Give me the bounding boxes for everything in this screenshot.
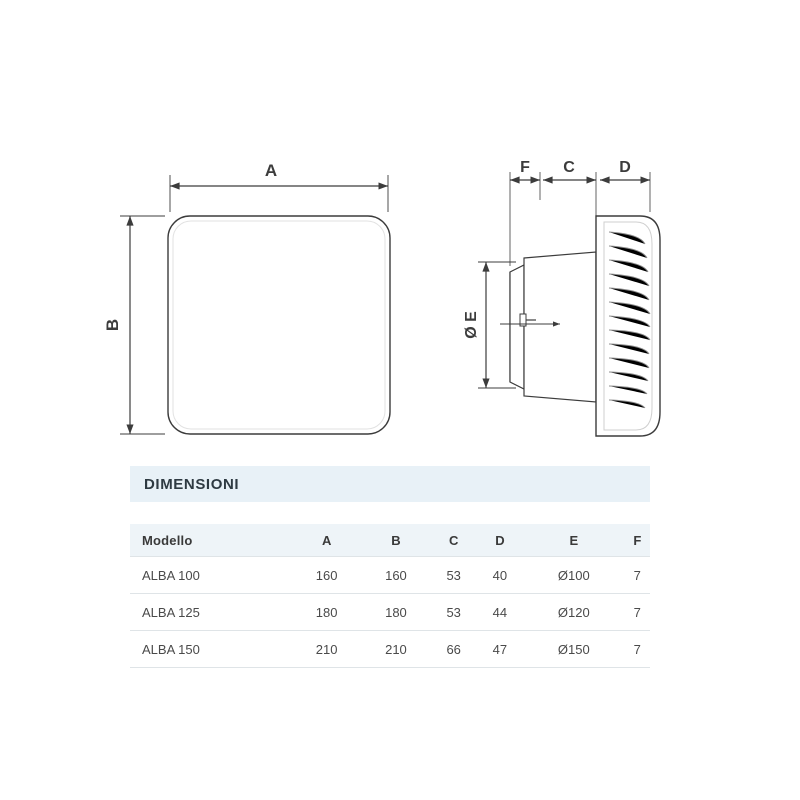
cell-model: ALBA 125 [130,594,292,631]
side-view-group [478,172,660,436]
cell-c: 66 [431,631,477,668]
column-header-a: A [292,524,361,557]
side-view-spigot [510,265,524,389]
dimensions-section [130,466,650,668]
cell-b: 210 [361,631,430,668]
cell-a: 160 [292,557,361,594]
cell-a: 180 [292,594,361,631]
table-row [130,557,650,594]
cell-d: 44 [477,594,523,631]
front-view-body [168,216,390,434]
column-header-b: B [361,524,430,557]
label-d: D [619,159,631,176]
column-header-e: E [523,524,625,557]
table-row [130,631,650,668]
front-view-group [120,175,390,434]
cell-model: ALBA 100 [130,557,292,594]
table-row [130,594,650,631]
cell-e: Ø150 [523,631,625,668]
cell-c: 53 [431,594,477,631]
label-c: C [563,159,575,176]
label-e: Ø E [463,311,480,339]
cell-d: 40 [477,557,523,594]
column-header-modello: Modello [130,524,292,557]
cell-f: 7 [625,557,650,594]
column-header-d: D [477,524,523,557]
label-f: F [520,159,530,176]
cell-a: 210 [292,631,361,668]
label-a: A [264,161,278,180]
cell-f: 7 [625,631,650,668]
cell-model: ALBA 150 [130,631,292,668]
cell-b: 180 [361,594,430,631]
cell-c: 53 [431,557,477,594]
column-header-f: F [625,524,650,557]
cell-b: 160 [361,557,430,594]
label-b: B [103,318,122,332]
dimensions-title-bar [130,466,650,502]
table-header-row [130,524,650,557]
column-header-c: C [431,524,477,557]
dimensions-title: DIMENSIONI [144,475,240,493]
cell-e: Ø100 [523,557,625,594]
cell-f: 7 [625,594,650,631]
side-view-body [524,252,596,402]
cell-d: 47 [477,631,523,668]
dimensions-table [130,524,650,668]
cell-e: Ø120 [523,594,625,631]
